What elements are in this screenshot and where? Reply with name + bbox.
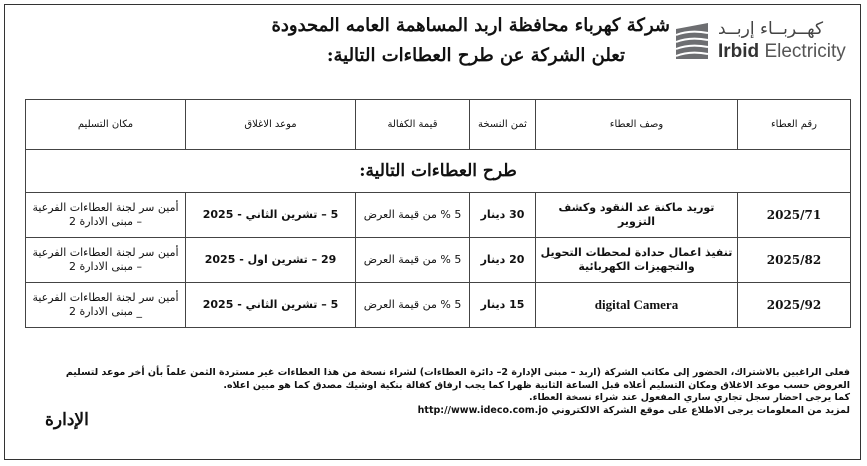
guarantee-value: 5 % من قيمة العرض bbox=[356, 193, 470, 238]
tender-announcement bbox=[4, 4, 861, 460]
note-website-text: لمزيد من المعلومات يرجى الاطلاع على موقع الشركة الالكتروني bbox=[551, 404, 850, 416]
logo-english-text bbox=[718, 41, 846, 63]
closing-date: 29 – تشرين اول - 2025 bbox=[186, 238, 356, 283]
irbid-electricity-logo bbox=[672, 17, 852, 67]
header-closing: موعد الاغلاق bbox=[186, 100, 356, 150]
note-line-website bbox=[5, 405, 850, 418]
delivery-place: أمين سر لجنة العطاءات الفرعية _ مبنى الادارة 2 bbox=[26, 283, 186, 328]
company-logo-icon bbox=[672, 21, 712, 61]
table-row bbox=[26, 193, 851, 238]
table-row bbox=[26, 283, 851, 328]
copy-price: 30 دينار bbox=[470, 193, 536, 238]
tender-number: 2025/82 bbox=[738, 238, 851, 283]
header-guarantee: قيمة الكفالة bbox=[356, 100, 470, 150]
section-title: طرح العطاءات التالية: bbox=[26, 150, 851, 193]
logo-english-rest: Electricity bbox=[759, 41, 846, 62]
tender-description: توريد ماكنة عد النقود وكشف التزوير bbox=[536, 193, 738, 238]
signature: الإدارة bbox=[45, 410, 89, 430]
announcement-title: تعلن الشركة عن طرح العطاءات التالية: bbox=[326, 45, 625, 66]
header-description: وصف العطاء bbox=[536, 100, 738, 150]
note-line: كما يرجى احضار سجل تجاري ساري المفعول عند شراء نسخة العطاء. bbox=[528, 392, 850, 403]
delivery-place: أمين سر لجنة العطاءات الفرعية – مبنى الادارة 2 bbox=[26, 238, 186, 283]
table-header-row bbox=[26, 100, 851, 150]
website-link[interactable]: http://www.ideco.com.jo bbox=[417, 404, 549, 416]
tender-number: 2025/71 bbox=[738, 193, 851, 238]
copy-price: 20 دينار bbox=[470, 238, 536, 283]
delivery-place: أمين سر لجنة العطاءات الفرعية – مبنى الادارة 2 bbox=[26, 193, 186, 238]
closing-date: 5 – تشرين الثاني - 2025 bbox=[186, 193, 356, 238]
section-row bbox=[26, 150, 851, 193]
copy-price: 15 دينار bbox=[470, 283, 536, 328]
tender-description: تنفيذ اعمال حدادة لمحطات التحويل والتجهيزات الكهربائية bbox=[536, 238, 738, 283]
note-line: فعلى الراغبين بالاشتراك، الحضور إلى مكاتب الشركة (اربد – مبنى الإدارة 2– دائرة العطاءات) لشراء نسخة من هذا العطاءات غير مستردة الثمن علماً بأن أخر موعد لتسليم bbox=[65, 367, 850, 378]
header-price: ثمن النسخة bbox=[470, 100, 536, 150]
guarantee-value: 5 % من قيمة العرض bbox=[356, 283, 470, 328]
notes-block bbox=[5, 367, 850, 417]
tenders-table bbox=[25, 99, 851, 328]
tender-description: digital Camera bbox=[536, 283, 738, 328]
company-title: شركة كهرباء محافظة اربد المساهمة العامه المحدودة bbox=[271, 15, 670, 36]
table-row bbox=[26, 238, 851, 283]
guarantee-value: 5 % من قيمة العرض bbox=[356, 238, 470, 283]
logo-arabic-text: كهــربــاء إربــد bbox=[718, 19, 824, 39]
header-place: مكان التسليم bbox=[26, 100, 186, 150]
logo-english-bold: Irbid bbox=[718, 41, 760, 62]
closing-date: 5 – تشرين الثاني - 2025 bbox=[186, 283, 356, 328]
note-line: العروض حسب موعد الاغلاق ومكان التسليم أعلاه قبل الساعة الثانية ظهرا كما يجب ارفاق كفالة بنكية اوشيك مصدق كما هو مبين اعلاه. bbox=[223, 379, 850, 391]
tender-number: 2025/92 bbox=[738, 283, 851, 328]
header-tender-no: رقم العطاء bbox=[738, 100, 851, 150]
